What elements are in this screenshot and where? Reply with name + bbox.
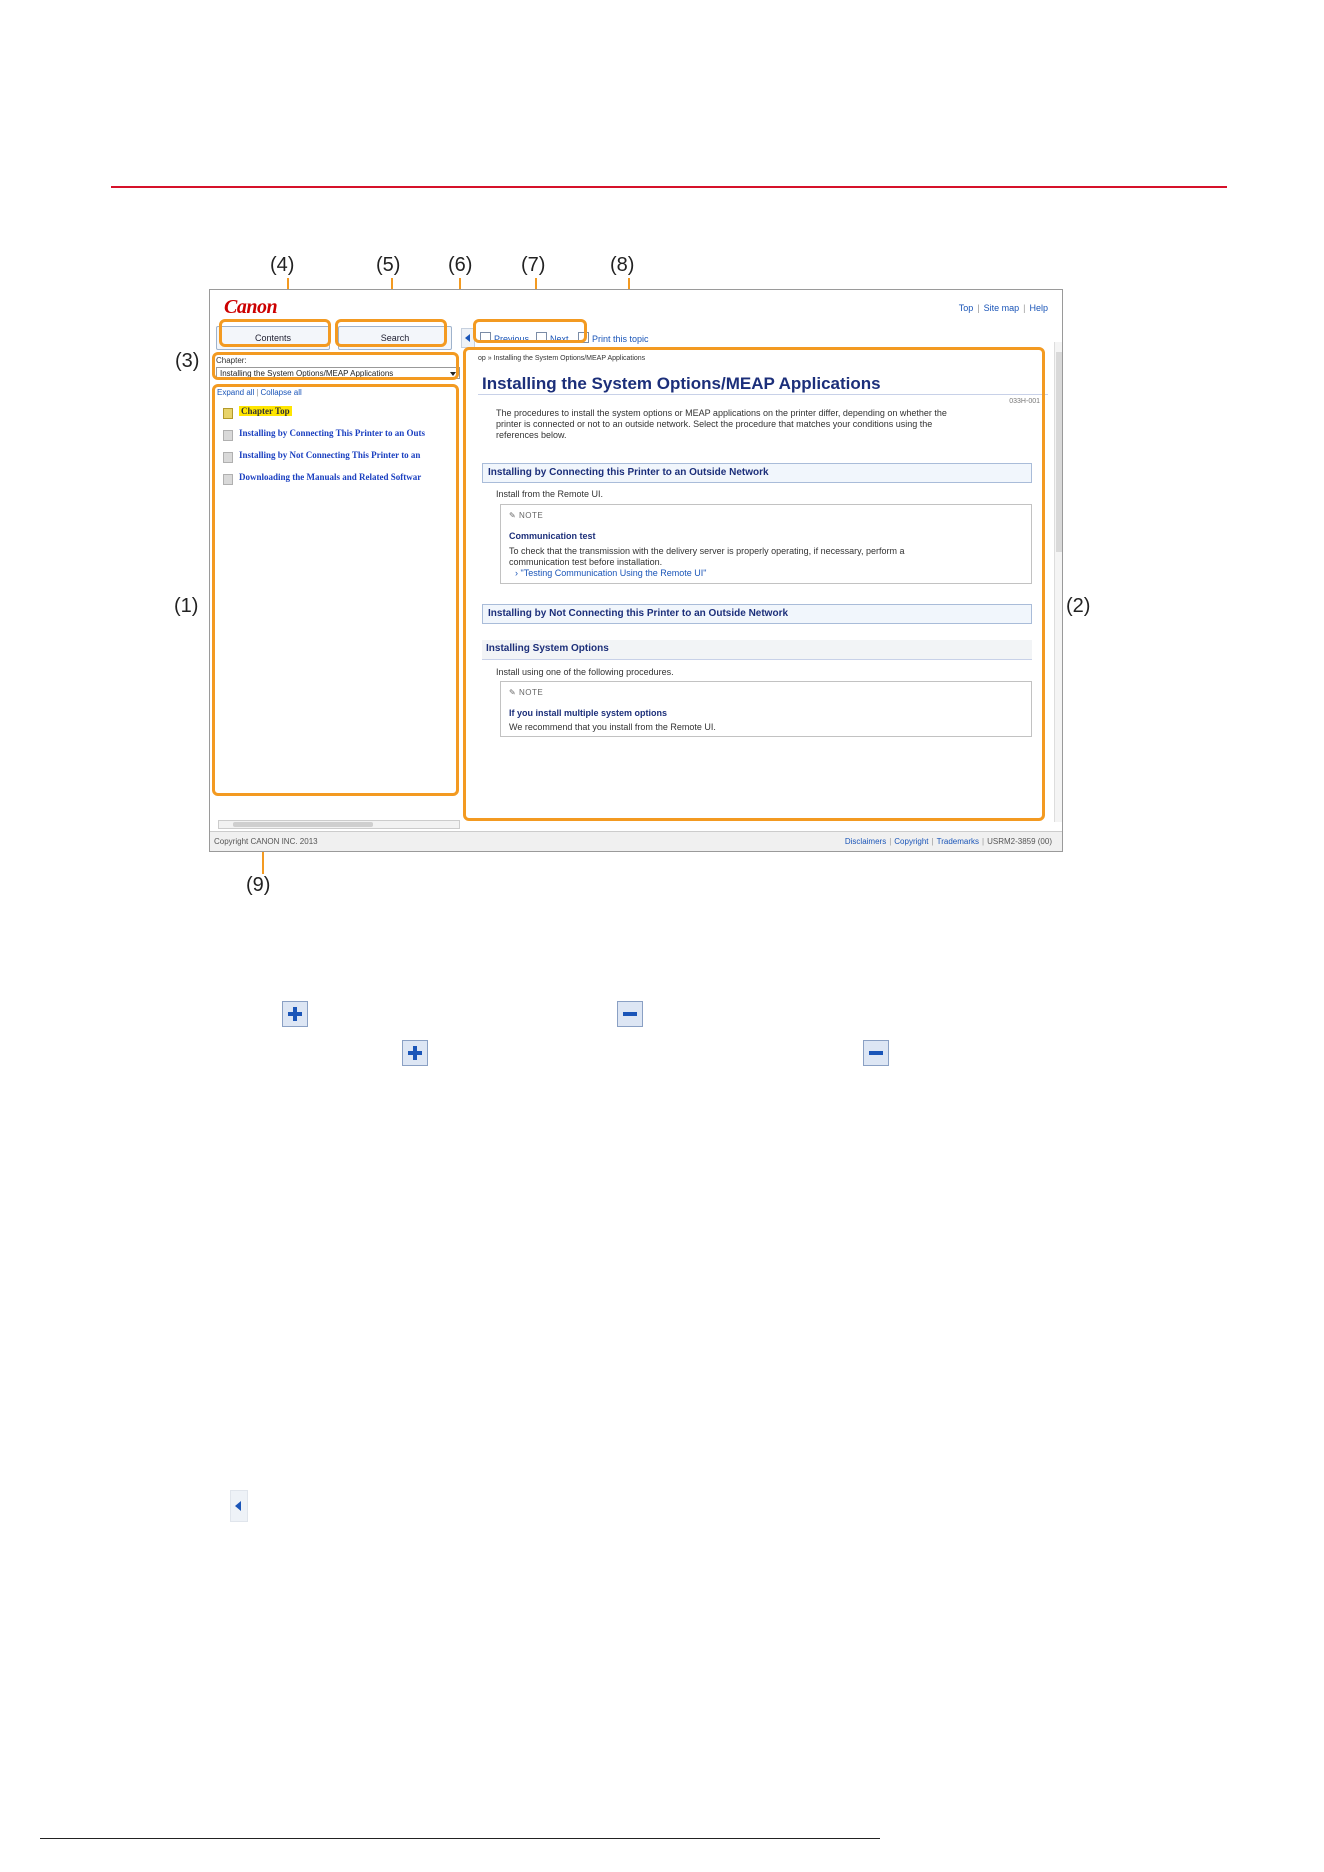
show-pane-button[interactable] <box>230 1490 248 1522</box>
tree-tools: Expand all | Collapse all <box>217 388 302 397</box>
canon-logo: Canon <box>224 296 278 318</box>
callout-4: (4) <box>270 254 295 276</box>
callout-7: (7) <box>521 254 546 276</box>
manual-code: USRM2-3859 (00) <box>987 837 1052 846</box>
top-link[interactable]: Top <box>958 303 974 313</box>
collapse-minus-icon <box>617 1001 643 1027</box>
section-heading-connected[interactable]: Installing by Connecting this Printer to an Outside Network <box>482 463 1032 483</box>
top-links: Top | Site map | Help <box>958 303 1048 313</box>
copyright-text: Copyright CANON INC. 2013 <box>214 837 318 846</box>
intro-line: references below. <box>496 430 567 440</box>
note-text: To check that the transmission with the delivery server is properly operating, if necessary, perform a <box>509 546 905 556</box>
callout-9: (9) <box>246 874 271 896</box>
copyright-link[interactable]: Copyright <box>894 837 929 846</box>
vertical-scrollbar[interactable] <box>1054 342 1063 822</box>
collapse-all-link[interactable]: Collapse all <box>260 388 302 397</box>
viewer-footer <box>210 831 1062 852</box>
note-text: We recommend that you install from the Remote UI. <box>509 722 716 732</box>
print-topic-button[interactable]: Print this topic <box>578 332 649 344</box>
footer-links: Disclaimers | Copyright | Trademarks | USRM2-3859 (00) <box>844 837 1052 846</box>
tree-item[interactable]: Installing by Not Connecting This Printer to an <box>220 448 458 470</box>
note-link[interactable]: › "Testing Communication Using the Remote UI" <box>515 568 707 578</box>
tree-item[interactable]: Installing by Connecting This Printer to an Outs <box>220 426 458 448</box>
highlight-box-2 <box>463 347 1045 821</box>
tree-item[interactable]: Downloading the Manuals and Related Softwar <box>220 470 458 492</box>
callout-1: (1) <box>174 595 199 617</box>
breadcrumb[interactable]: op » Installing the System Options/MEAP Applications <box>478 355 646 362</box>
callout-6: (6) <box>448 254 473 276</box>
triangle-left-icon <box>235 1501 241 1511</box>
highlight-box-4 <box>219 319 331 347</box>
help-link[interactable]: Help <box>1029 303 1048 313</box>
subsection-text: Install using one of the following procedures. <box>496 667 674 677</box>
horizontal-scrollbar[interactable] <box>218 820 460 829</box>
header-rule <box>111 186 1227 188</box>
scroll-thumb[interactable] <box>233 822 373 827</box>
section-text: Install from the Remote UI. <box>496 489 604 499</box>
highlight-box-5 <box>335 319 447 347</box>
note-title: If you install multiple system options <box>509 708 668 718</box>
note-title: Communication test <box>509 531 596 541</box>
expand-all-link[interactable]: Expand all <box>217 388 255 397</box>
intro-line: printer is connected or not to an outside network. Select the procedure that matches your conditions using the <box>496 419 933 429</box>
collapse-minus-icon <box>863 1040 889 1066</box>
disclaimers-link[interactable]: Disclaimers <box>844 837 887 846</box>
scroll-thumb[interactable] <box>1056 352 1062 552</box>
callout-3: (3) <box>175 350 200 372</box>
previous-button[interactable]: Previous <box>480 332 529 344</box>
doc-id: 033H-001 <box>1009 398 1040 405</box>
note-label: ✎ NOTE <box>509 511 544 520</box>
tab-search[interactable]: Search <box>338 326 452 350</box>
trademarks-link[interactable]: Trademarks <box>936 837 979 846</box>
site-map-link[interactable]: Site map <box>983 303 1020 313</box>
highlight-box-1 <box>212 384 459 796</box>
note-text: communication test before installation. <box>509 557 663 567</box>
tab-contents[interactable]: Contents <box>216 326 330 350</box>
intro-line: The procedures to install the system options or MEAP applications on the printer differ, depending on whether the <box>496 408 947 418</box>
subsection-heading: Installing System Options <box>482 640 1032 660</box>
note-label: ✎ NOTE <box>509 688 544 697</box>
triangle-left-icon <box>465 334 470 342</box>
expand-plus-icon <box>282 1001 308 1027</box>
highlight-box-3 <box>212 352 459 380</box>
highlight-box-7 <box>473 319 587 343</box>
page-title: Installing the System Options/MEAP Applications <box>482 374 881 393</box>
next-button[interactable]: Next <box>536 332 569 344</box>
callout-8: (8) <box>610 254 635 276</box>
chapter-select[interactable]: Installing the System Options/MEAP Applications <box>216 367 460 379</box>
expand-plus-icon <box>402 1040 428 1066</box>
chapter-label: Chapter: <box>216 356 247 365</box>
tree-item-chapter-top[interactable]: Chapter Top <box>220 404 458 426</box>
callout-5: (5) <box>376 254 401 276</box>
callout-2: (2) <box>1066 595 1091 617</box>
bottom-divider <box>40 1838 880 1839</box>
section-heading-not-connected[interactable]: Installing by Not Connecting this Printer to an Outside Network <box>482 604 1032 624</box>
